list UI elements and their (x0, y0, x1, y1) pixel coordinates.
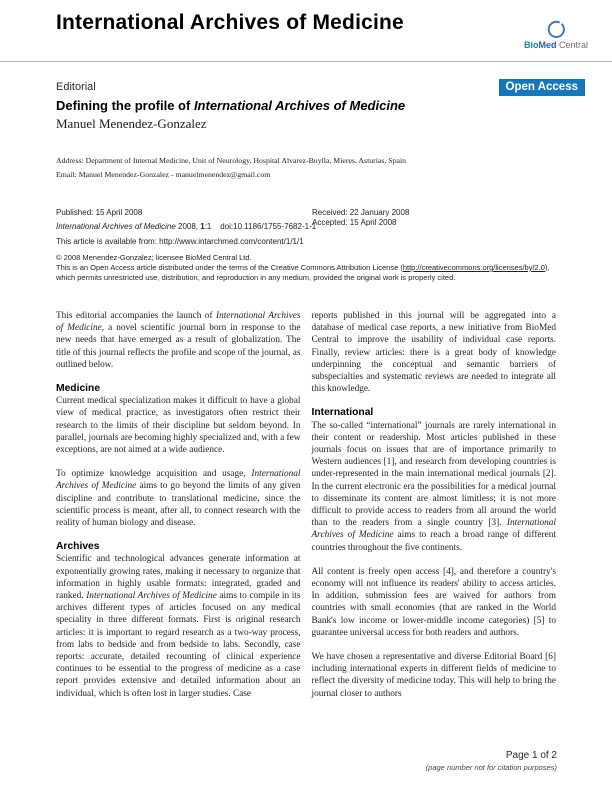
license-url-link[interactable]: http://creativecommons.org/licenses/by/2.0 (402, 263, 545, 272)
logo-med-text: Med (538, 40, 557, 50)
text-segment: International Archives of Medicine (56, 222, 176, 231)
logo-central-text: Central (556, 40, 588, 50)
body-paragraph (56, 553, 301, 699)
biomed-central-logo-icon (547, 20, 566, 39)
text-segment: aims to go beyond the limits of any given discipline and contribute to translational medicine, since the scientific process is meant, after all, to connect research with the reality of human biology and disease. (56, 481, 301, 529)
text-segment: :1 doi:10.1186/1755-7682-1-1 (204, 222, 317, 231)
text-segment: This editorial accompanies the launch of (56, 311, 216, 321)
section-heading: Medicine (56, 383, 101, 395)
text-segment: 2008, (175, 222, 201, 231)
header-divider (0, 61, 612, 62)
article-title (56, 98, 526, 113)
text-segment: , a novel scientific journal born in response to the new needs that have emerged as a result of globalization. The title of this journal reflects the profile and scope of the journal, as outlined below. (56, 323, 301, 370)
text-segment: To optimize knowledge acquisition and usage, (56, 469, 252, 480)
page-footer (426, 750, 557, 772)
text-segment: The so-called “international” journals are rarely international in their content or readership. Most articles published in these journals focus on issues that are of importance primarily to Western audiences [1], and research from developing countries is under-represented in the main international medical journals [2]. In the current electronic era the possibilities for a medical journal to disseminate its content are almost limitless; it is not more difficult to provide access to readers from all around the world than to the readers from a single country [3]. (311, 420, 556, 529)
text-segment: International Archives of Medicine (311, 518, 556, 541)
author-address: Address: Department of Internal Medicine, Unit of Neurology, Hospital Alvarez-Buylla, Mieres, Asturias, Spain (56, 156, 407, 165)
biomed-central-logo (514, 20, 598, 50)
body-paragraph (56, 468, 301, 529)
body-paragraph (312, 651, 557, 700)
text-segment: International Archives of Medicine (193, 98, 406, 113)
published-date: Published: 15 April 2008 (56, 208, 143, 217)
body-left-column (56, 310, 301, 712)
text-segment: International Archives of Medicine (86, 591, 217, 602)
body-right-column (312, 310, 557, 712)
text-segment: aims to compile in its archives different types of articles focused on any medical speciality in three different formats. First is original research articles: it is important to regard research as a two-way process, from labs to bedside and from bedside to labs. Secondly, case reports: accurate, detailed recounting of clinical experience continues to be essential to the progress of medicine as a case report provides extensive and detailed information about an individual, which is often lost in larger studies. Case (56, 591, 301, 699)
section-heading: Archives (56, 541, 100, 553)
open-access-badge[interactable]: Open Access (499, 79, 585, 96)
article-body (56, 310, 556, 712)
author-email: Email: Manuel Menendez-Gonzalez - manuelmenendez@gmail.com (56, 170, 271, 179)
section-heading: International (311, 407, 374, 419)
journal-title: International Archives of Medicine (56, 11, 404, 34)
article-type-label: Editorial (56, 81, 96, 93)
author-name: Manuel Menendez-Gonzalez (56, 116, 207, 131)
biomed-central-logo-text (514, 40, 598, 50)
text-segment: Scientific and technological advances generate information at exponentially growing rates, making it necessary to organize that information in highly usable formats: integrated, graded and ranked. (56, 554, 301, 602)
text-segment: International Archives of Medicine (56, 469, 301, 492)
text-segment: We have chosen a representative and diverse Editorial Board [6] including international experts in different fields of medicine to reflect the diversity of medicine today. This will help to bring the journal closer to authors (311, 652, 556, 699)
body-paragraph (56, 395, 301, 456)
text-segment: Defining the profile of (56, 98, 194, 113)
text-segment: Current medical specialization makes it difficult to have a global view of medical practice, as investigators often restrict their research to the limits of their discipline but seldom beyond. In parallel, journals are becoming highly specialized and, with a few exceptions, are not aimed at a wide audience. (56, 396, 301, 456)
text-segment: All content is freely open access [4], and therefore a country's economy will not influence its readers' ability to access articles. In addition, submission fees are waived for authors from countries with small economies (that are ranked in the World Bank's low income or lower-middle income categories) [5] to guarantee universal access for both readers and authors. (311, 566, 556, 638)
copyright-line: © 2008 Menendez-Gonzalez; licensee BioMed Central Ltd. (56, 253, 252, 262)
accepted-date: Accepted: 15 April 2008 (312, 218, 397, 227)
citation-line (56, 222, 316, 231)
text-segment: ), which permits unrestricted use, distribution, and reproduction in any medium, provided the original work is properly cited. (56, 263, 550, 282)
logo-bio-text: Bio (523, 40, 539, 50)
body-paragraph (312, 420, 557, 554)
text-segment: aims to reach a broad range of different countries throughout the five continents. (311, 530, 556, 553)
text-segment: International Archives of Medicine (56, 311, 301, 334)
availability-line: This article is available from: http://www.intarchmed.com/content/1/1/1 (56, 237, 304, 246)
citation-note: (page number not for citation purposes) (425, 763, 557, 772)
text-segment: This is an Open Access article distributed under the terms of the Creative Commons Attribution License ( (56, 263, 403, 272)
received-date: Received: 22 January 2008 (312, 208, 410, 217)
text-segment: reports published in this journal will be aggregated into a database of medical case reports, a new initiative from BioMed Central to improve the usability of individual case reports. Finally, review articles: there is a great body of knowledge underpinning the conceptual and semantic barriers of subspecialties and systematic reviews are needed to integrate all this knowledge. (311, 311, 556, 395)
body-paragraph (312, 310, 557, 395)
body-paragraph (56, 310, 301, 371)
license-text (56, 263, 556, 282)
body-paragraph (312, 566, 557, 639)
page-number-label: Page 1 of 2 (505, 750, 557, 761)
text-segment: 1 (200, 222, 205, 231)
